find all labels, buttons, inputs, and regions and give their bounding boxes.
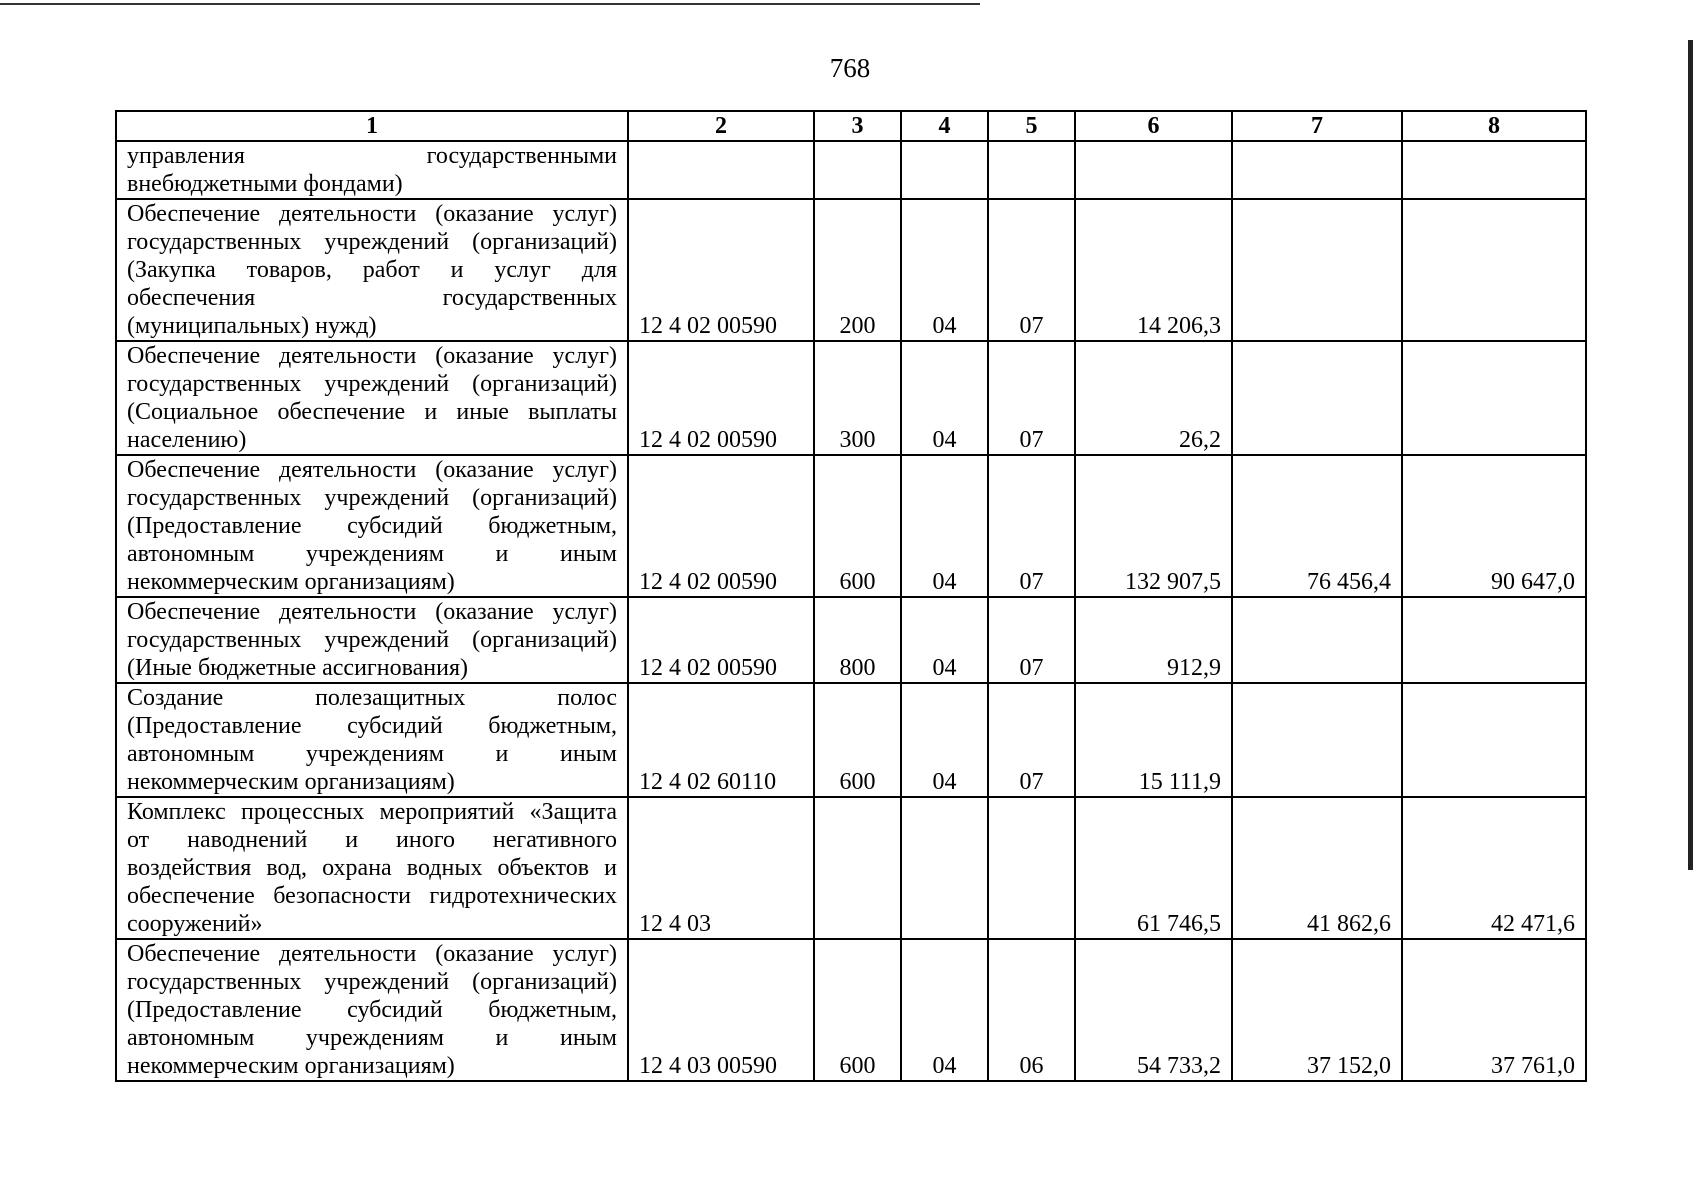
amount-column-8 <box>1402 141 1586 199</box>
section-code: 04 <box>901 683 988 797</box>
amount-column-8: 42 471,6 <box>1402 797 1586 939</box>
amount-column-7 <box>1232 341 1402 455</box>
amount-column-8 <box>1402 341 1586 455</box>
amount-column-8 <box>1402 199 1586 341</box>
section-code: 04 <box>901 455 988 597</box>
subsection-code: 07 <box>988 597 1075 683</box>
expense-type-code: 600 <box>814 683 901 797</box>
subsection-code: 07 <box>988 683 1075 797</box>
page-number: 768 <box>829 53 871 83</box>
expense-type-code: 200 <box>814 199 901 341</box>
amount-column-6 <box>1075 141 1232 199</box>
amount-column-6: 26,2 <box>1075 341 1232 455</box>
expense-type-code: 600 <box>814 455 901 597</box>
row-name: Обеспечение деятельности (оказание услуг) государственных учреждений (организаций) (Социальное обеспечение и иные выплаты населению) <box>116 341 628 455</box>
subsection-code <box>988 141 1075 199</box>
expense-type-code: 300 <box>814 341 901 455</box>
amount-column-7: 41 862,6 <box>1232 797 1402 939</box>
expense-type-code: 800 <box>814 597 901 683</box>
column-header: 6 <box>1075 111 1232 141</box>
amount-column-8 <box>1402 597 1586 683</box>
row-name: Обеспечение деятельности (оказание услуг) государственных учреждений (организаций) (Закупка товаров, работ и услуг для обеспечения государственных (муниципальных) нужд) <box>116 199 628 341</box>
target-article-code: 12 4 02 00590 <box>628 341 814 455</box>
amount-column-6: 14 206,3 <box>1075 199 1232 341</box>
column-header: 1 <box>116 111 628 141</box>
expense-type-code <box>814 797 901 939</box>
table-header-row <box>116 111 1586 141</box>
section-code <box>901 797 988 939</box>
subsection-code: 07 <box>988 199 1075 341</box>
table-row <box>116 455 1586 597</box>
amount-column-6: 912,9 <box>1075 597 1232 683</box>
section-code: 04 <box>901 597 988 683</box>
column-header: 4 <box>901 111 988 141</box>
page-edge-shadow <box>1688 40 1693 870</box>
subsection-code <box>988 797 1075 939</box>
amount-column-7 <box>1232 597 1402 683</box>
row-name: управления государственными внебюджетными фондами) <box>116 141 628 199</box>
table-row <box>116 683 1586 797</box>
table-row <box>116 199 1586 341</box>
row-name: Обеспечение деятельности (оказание услуг) государственных учреждений (организаций) (Предоставление субсидий бюджетным, автономным учреждениям и иным некоммерческим организациям) <box>116 939 628 1081</box>
row-name: Создание полезащитных полос (Предоставление субсидий бюджетным, автономным учреждениям и иным некоммерческим организациям) <box>116 683 628 797</box>
amount-column-6: 132 907,5 <box>1075 455 1232 597</box>
target-article-code <box>628 141 814 199</box>
amount-column-6: 61 746,5 <box>1075 797 1232 939</box>
target-article-code: 12 4 02 00590 <box>628 455 814 597</box>
amount-column-6: 54 733,2 <box>1075 939 1232 1081</box>
column-header: 2 <box>628 111 814 141</box>
table-row <box>116 341 1586 455</box>
expense-type-code: 600 <box>814 939 901 1081</box>
section-code: 04 <box>901 199 988 341</box>
expense-type-code <box>814 141 901 199</box>
target-article-code: 12 4 03 <box>628 797 814 939</box>
target-article-code: 12 4 02 00590 <box>628 597 814 683</box>
column-header: 8 <box>1402 111 1586 141</box>
row-name: Обеспечение деятельности (оказание услуг) государственных учреждений (организаций) (Иные бюджетные ассигнования) <box>116 597 628 683</box>
table-row <box>116 141 1586 199</box>
column-header: 7 <box>1232 111 1402 141</box>
amount-column-7: 37 152,0 <box>1232 939 1402 1081</box>
amount-column-7: 76 456,4 <box>1232 455 1402 597</box>
top-rule <box>0 3 980 5</box>
amount-column-8: 37 761,0 <box>1402 939 1586 1081</box>
table-row <box>116 797 1586 939</box>
subsection-code: 07 <box>988 341 1075 455</box>
target-article-code: 12 4 03 00590 <box>628 939 814 1081</box>
amount-column-8: 90 647,0 <box>1402 455 1586 597</box>
section-code: 04 <box>901 939 988 1081</box>
section-code: 04 <box>901 341 988 455</box>
target-article-code: 12 4 02 60110 <box>628 683 814 797</box>
amount-column-6: 15 111,9 <box>1075 683 1232 797</box>
column-header: 5 <box>988 111 1075 141</box>
row-name: Обеспечение деятельности (оказание услуг) государственных учреждений (организаций) (Предоставление субсидий бюджетным, автономным учреждениям и иным некоммерческим организациям) <box>116 455 628 597</box>
amount-column-7 <box>1232 683 1402 797</box>
budget-table <box>115 110 1587 1082</box>
table-row <box>116 939 1586 1081</box>
target-article-code: 12 4 02 00590 <box>628 199 814 341</box>
amount-column-8 <box>1402 683 1586 797</box>
row-name: Комплекс процессных мероприятий «Защита от наводнений и иного негативного воздействия вод, охрана водных объектов и обеспечение безопасности гидротехнических сооружений» <box>116 797 628 939</box>
subsection-code: 06 <box>988 939 1075 1081</box>
column-header: 3 <box>814 111 901 141</box>
amount-column-7 <box>1232 141 1402 199</box>
subsection-code: 07 <box>988 455 1075 597</box>
amount-column-7 <box>1232 199 1402 341</box>
section-code <box>901 141 988 199</box>
table-row <box>116 597 1586 683</box>
